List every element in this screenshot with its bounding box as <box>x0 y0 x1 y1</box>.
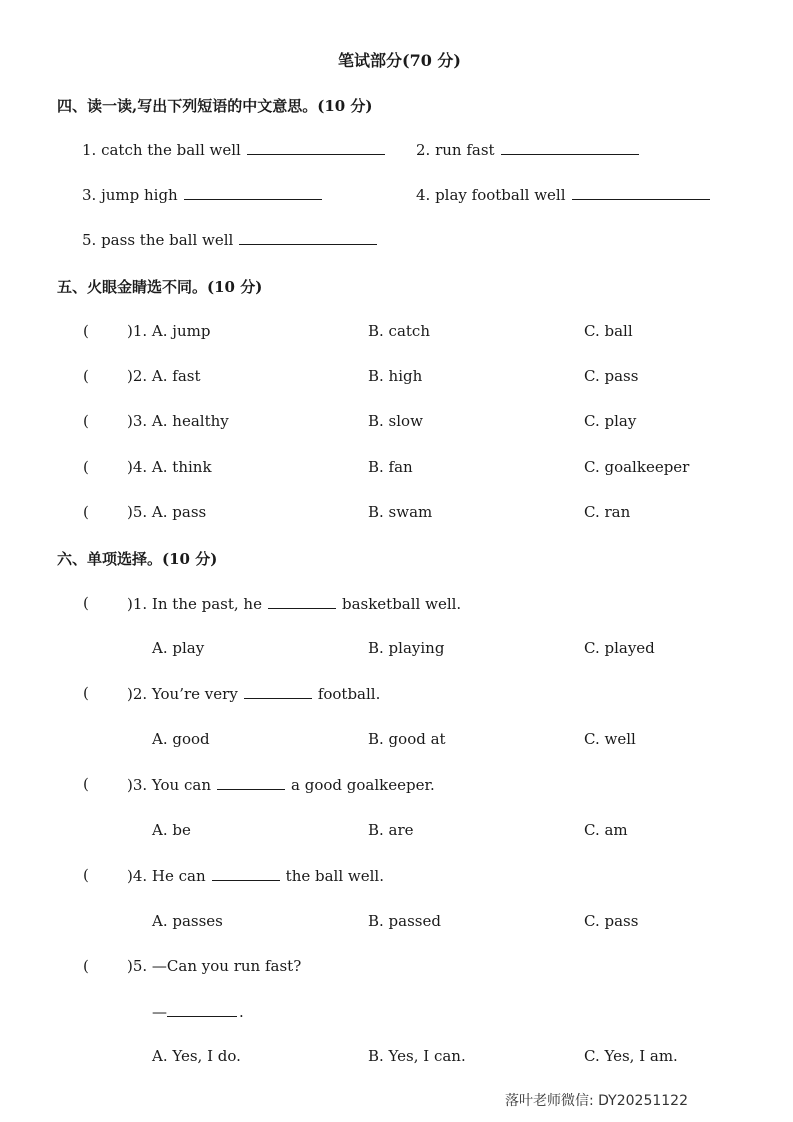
option-a: A. passes <box>152 912 223 930</box>
question-2 <box>127 684 380 703</box>
period-mark: . <box>239 1003 244 1021</box>
choice-row-4-a: )4. A. think <box>127 458 212 476</box>
choice-row-3-c: C. play <box>584 412 637 430</box>
answer-blank[interactable] <box>572 185 710 200</box>
answer-paren[interactable]: ( <box>83 458 89 476</box>
choice-row-2-a: )2. A. fast <box>127 367 201 385</box>
answer-paren[interactable]: ( <box>83 322 89 340</box>
choice-row-5-a: )5. A. pass <box>127 503 207 521</box>
question-5: )5. —Can you run fast? <box>127 957 302 975</box>
choice-row-1-c: C. ball <box>584 322 633 340</box>
choice-row-4-b: B. fan <box>368 458 413 476</box>
question-text: )4. He can <box>127 867 206 885</box>
phrase-text: 4. play football well <box>416 186 566 204</box>
question-text: )2. You’re very <box>127 685 238 703</box>
choice-row-1-b: B. catch <box>368 322 430 340</box>
phrase-text: 5. pass the ball well <box>82 231 234 249</box>
phrase-item-4 <box>416 185 710 204</box>
choice-row-2-b: B. high <box>368 367 423 385</box>
option-b: B. Yes, I can. <box>368 1047 466 1065</box>
phrase-text: 1. catch the ball well <box>82 141 241 159</box>
answer-paren[interactable]: ( <box>83 866 89 884</box>
question-text: )1. In the past, he <box>127 595 262 613</box>
answer-blank[interactable] <box>212 866 280 881</box>
phrase-item-1 <box>82 140 385 159</box>
answer-paren[interactable]: ( <box>83 412 89 430</box>
answer-paren[interactable]: ( <box>83 367 89 385</box>
answer-blank[interactable] <box>247 140 385 155</box>
choice-row-4-c: C. goalkeeper <box>584 458 690 476</box>
option-b: B. good at <box>368 730 446 748</box>
phrase-text: 3. jump high <box>82 186 178 204</box>
question-1 <box>127 594 461 613</box>
question-4 <box>127 866 384 885</box>
section-4-heading: 四、读一读,写出下列短语的中文意思。(10 分) <box>57 97 373 115</box>
option-c: C. well <box>584 730 636 748</box>
option-c: C. played <box>584 639 655 657</box>
answer-paren[interactable]: ( <box>83 594 89 612</box>
section-6-heading: 六、单项选择。(10 分) <box>57 550 218 568</box>
question-text-end: basketball well. <box>341 595 462 613</box>
option-a: A. play <box>152 639 205 657</box>
page-title: 笔试部分(70 分) <box>338 51 461 70</box>
footer-wechat-text: 落叶老师微信: DY20251122 <box>505 1093 688 1109</box>
option-a: A. good <box>152 730 210 748</box>
question-text: )3. You can <box>127 776 211 794</box>
answer-blank[interactable] <box>239 230 377 245</box>
answer-paren[interactable]: ( <box>83 684 89 702</box>
question-text-end: a good goalkeeper. <box>291 776 435 794</box>
answer-blank[interactable] <box>217 775 285 790</box>
answer-paren[interactable]: ( <box>83 957 89 975</box>
question-text-end: football. <box>317 685 381 703</box>
answer-blank[interactable] <box>184 185 322 200</box>
dash-mark: — <box>152 1003 167 1021</box>
choice-row-5-c: C. ran <box>584 503 631 521</box>
choice-row-2-c: C. pass <box>584 367 639 385</box>
option-a: A. be <box>152 821 191 839</box>
answer-paren[interactable]: ( <box>83 503 89 521</box>
option-b: B. passed <box>368 912 441 930</box>
choice-row-3-b: B. slow <box>368 412 423 430</box>
answer-blank[interactable] <box>268 594 336 609</box>
phrase-item-5 <box>82 230 377 249</box>
answer-blank[interactable] <box>167 1002 237 1017</box>
section-5-heading: 五、火眼金睛选不同。(10 分) <box>57 278 263 296</box>
phrase-item-2 <box>416 140 639 159</box>
option-b: B. are <box>368 821 414 839</box>
dialogue-answer-line <box>152 1002 244 1021</box>
option-c: C. Yes, I am. <box>584 1047 678 1065</box>
option-c: C. am <box>584 821 628 839</box>
choice-row-1-a: )1. A. jump <box>127 322 211 340</box>
question-text-end: the ball well. <box>285 867 384 885</box>
answer-blank[interactable] <box>244 684 312 699</box>
phrase-item-3 <box>82 185 322 204</box>
choice-row-5-b: B. swam <box>368 503 433 521</box>
option-c: C. pass <box>584 912 639 930</box>
answer-paren[interactable]: ( <box>83 775 89 793</box>
option-b: B. playing <box>368 639 445 657</box>
choice-row-3-a: )3. A. healthy <box>127 412 229 430</box>
phrase-text: 2. run fast <box>416 141 495 159</box>
option-a: A. Yes, I do. <box>152 1047 241 1065</box>
question-3 <box>127 775 435 794</box>
answer-blank[interactable] <box>501 140 639 155</box>
